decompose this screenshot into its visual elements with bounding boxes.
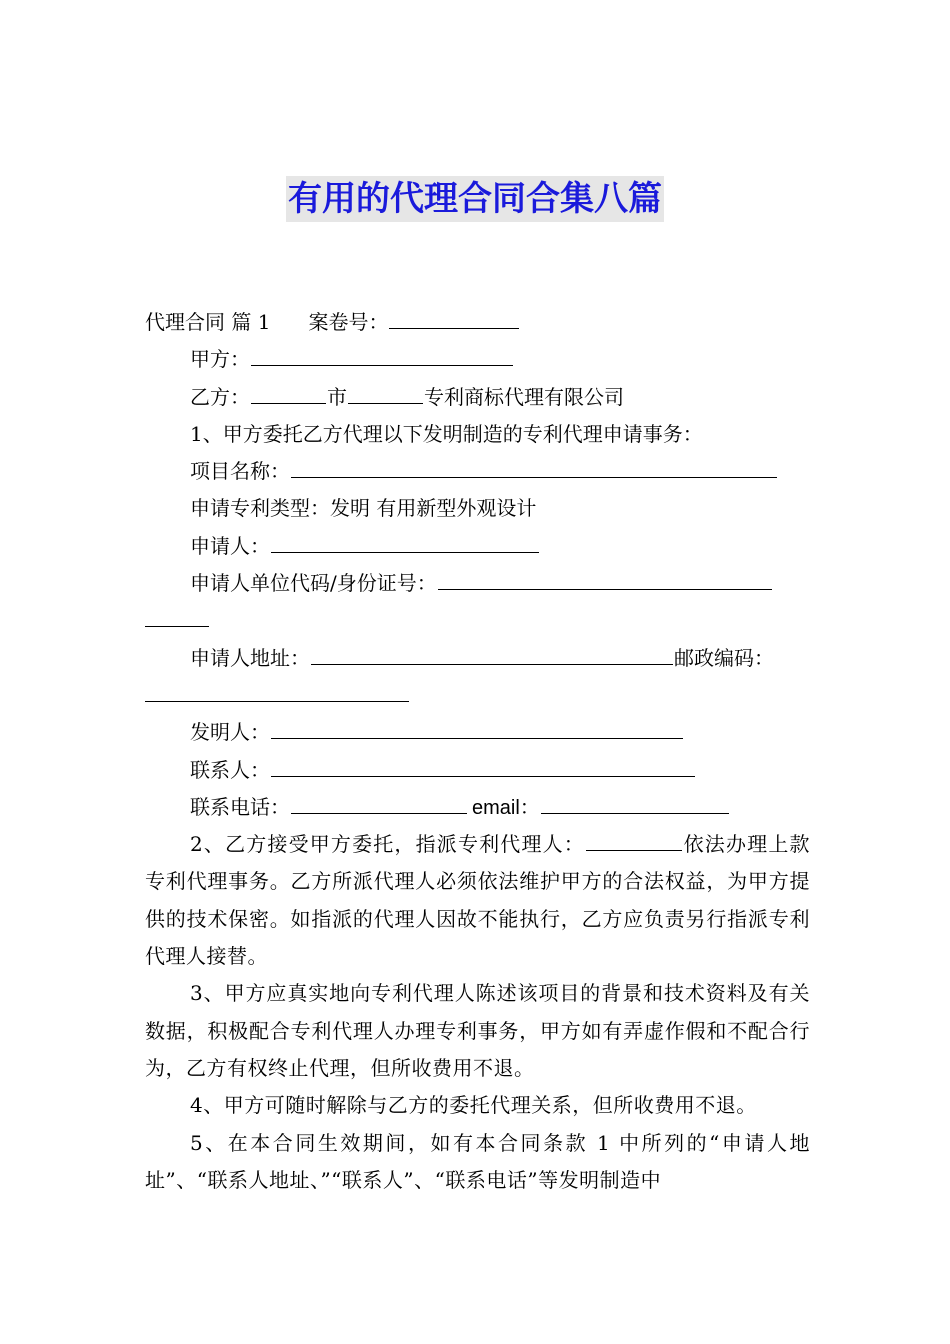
contact-label: 联系人： [190, 757, 270, 782]
phone-email-line [145, 789, 810, 826]
party-b-label: 乙方： [190, 384, 250, 409]
clause-5 [145, 1125, 810, 1200]
clause-2-start: 2、乙方接受甲方委托，指派专利代理人： [190, 832, 585, 857]
project-name-blank [291, 457, 777, 478]
party-a-line [145, 341, 810, 378]
clause-5-text: 5、在本合同生效期间，如有本合同条款 1 中所列的“申请人地址”、“联系人地址、”“联系人”、“联系电话”等发明制造中 [145, 1130, 810, 1192]
email-label: email： [472, 796, 540, 819]
applicant-id-label: 申请人单位代码/身份证号： [190, 571, 437, 596]
postal-code-label: 邮政编码： [674, 645, 774, 670]
party-b-name-blank [348, 383, 423, 404]
applicant-address-line [145, 640, 810, 677]
agent-name-blank [586, 830, 682, 851]
party-b-city-blank [251, 383, 326, 404]
clause-3 [145, 975, 810, 1087]
clause-1-text: 1、甲方委托乙方代理以下发明制造的专利代理申请事务： [190, 421, 703, 446]
clause-2-rest: 依法办理上款专利代理事务。乙方所派代理人必须依法维护甲方的合法权益，为甲方提供的技术保密。如指派的代理人因故不能执行，乙方应负责另行指派专利代理人接替。 [145, 832, 810, 969]
case-number-label: 案卷号： [308, 310, 389, 334]
clause-4-text: 4、甲方可随时解除与乙方的委托代理关系，但所收费用不退。 [190, 1093, 757, 1118]
contact-blank [271, 756, 695, 777]
clause-4 [145, 1087, 810, 1124]
clause-3-text: 3、甲方应真实地向专利代理人陈述该项目的背景和技术资料及有关数据，积极配合专利代理人办理专利事务，甲方如有弄虚作假和不配合行为，乙方有权终止代理，但所收费用不退。 [145, 981, 810, 1080]
project-name-label: 项目名称： [190, 459, 290, 484]
clause-1 [145, 416, 810, 453]
contract-body [145, 304, 810, 1199]
contact-line [145, 752, 810, 789]
party-a-label: 甲方： [190, 347, 250, 372]
title-block [0, 176, 950, 222]
applicant-label: 申请人： [190, 533, 270, 558]
clause-2 [145, 826, 810, 975]
patent-type-line [145, 490, 810, 527]
inventor-blank [271, 718, 683, 739]
email-blank [541, 793, 729, 814]
party-a-blank [251, 345, 513, 366]
applicant-line [145, 528, 810, 565]
party-b-line [145, 379, 810, 416]
document-title: 有用的代理合同合集八篇 [286, 176, 664, 222]
applicant-id-blank-cont [145, 606, 209, 627]
postal-code-continuation [145, 677, 810, 714]
applicant-address-label: 申请人地址： [190, 645, 310, 670]
patent-type-text: 申请专利类型：发明 有用新型外观设计 [190, 496, 537, 521]
phone-blank [291, 793, 467, 814]
applicant-id-continuation [145, 602, 810, 639]
party-b-company-label: 专利商标代理有限公司 [424, 384, 624, 409]
applicant-id-line [145, 565, 810, 602]
party-b-city-label: 市 [327, 384, 347, 409]
postal-code-blank [145, 681, 409, 702]
header-line [145, 304, 810, 341]
applicant-blank [271, 532, 539, 553]
case-number-blank [389, 308, 519, 329]
phone-label: 联系电话： [190, 794, 290, 819]
applicant-id-blank [438, 569, 772, 590]
inventor-line [145, 714, 810, 751]
project-name-line [145, 453, 810, 490]
applicant-address-blank [311, 644, 673, 665]
inventor-label: 发明人： [190, 720, 270, 745]
contract-heading: 代理合同 篇 1 [145, 310, 271, 334]
